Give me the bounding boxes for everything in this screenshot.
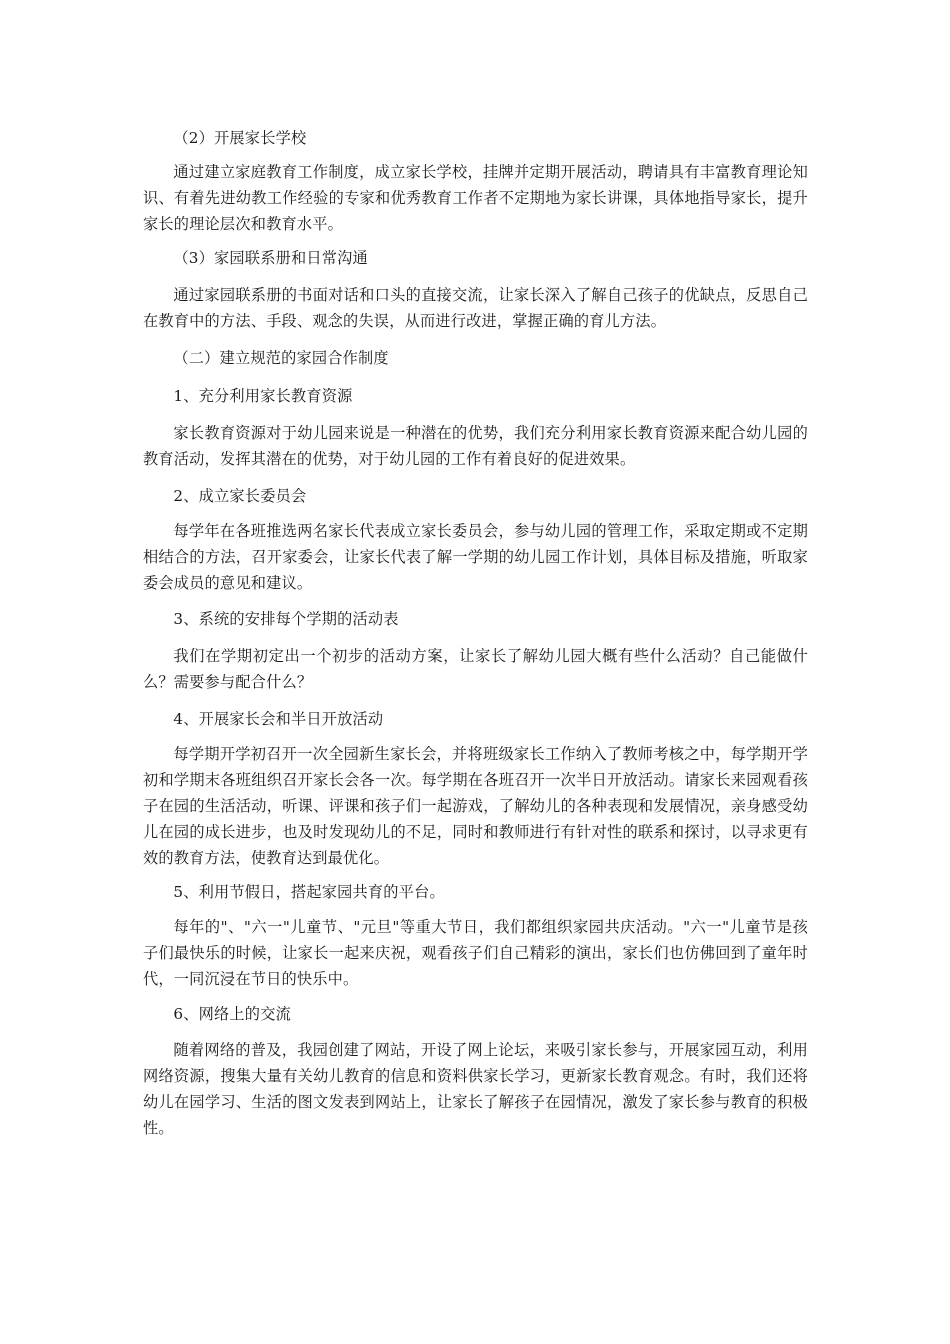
section-heading-parent-meeting: 4、开展家长会和半日开放活动 bbox=[173, 710, 384, 728]
paragraph-parent-committee: 每学年在各班推选两名家长代表成立家长委员会，参与幼儿园的管理工作，采取定期或不定期相结合的方法，召开家委会，让家长代表了解一学期的幼儿园工作计划，具体目标及措施，听取家委会成员的意见和建议。 bbox=[143, 522, 808, 592]
section-heading-parent-school: （2）开展家长学校 bbox=[173, 129, 307, 147]
paragraph-holidays: 每年的"、"六一"儿童节、"元旦"等重大节日，我们都组织家园共庆活动。"六一"儿童节是孩子们最快乐的时候，让家长一起来庆祝，观看孩子们自己精彩的演出，家长们也仿佛回到了童年时代，一同沉浸在节日的快乐中。 bbox=[143, 918, 808, 988]
section-heading-parent-resources: 1、充分利用家长教育资源 bbox=[173, 387, 353, 405]
paragraph-parent-resources: 家长教育资源对于幼儿园来说是一种潜在的优势，我们充分利用家长教育资源来配合幼儿园的教育活动，发挥其潜在的优势，对于幼儿园的工作有着良好的促进效果。 bbox=[143, 424, 808, 468]
section-heading-online-exchange: 6、网络上的交流 bbox=[173, 1005, 291, 1023]
paragraph-contact-book: 通过家园联系册的书面对话和口头的直接交流，让家长深入了解自己孩子的优缺点，反思自己在教育中的方法、手段、观念的失误，从而进行改进，掌握正确的育儿方法。 bbox=[143, 286, 808, 330]
paragraph-activity-schedule: 我们在学期初定出一个初步的活动方案，让家长了解幼儿园大概有些什么活动？自己能做什么？需要参与配合什么？ bbox=[143, 647, 808, 691]
section-heading-cooperation-system: （二）建立规范的家园合作制度 bbox=[173, 349, 389, 367]
section-heading-activity-schedule: 3、系统的安排每个学期的活动表 bbox=[173, 610, 399, 628]
paragraph-parent-meeting: 每学期开学初召开一次全园新生家长会，并将班级家长工作纳入了教师考核之中，每学期开学初和学期末各班组织召开家长会各一次。每学期在各班召开一次半日开放活动。请家长来园观看孩子在园的生活活动，听课、评课和孩子们一起游戏，了解幼儿的各种表现和发展情况，亲身感受幼儿在园的成长进步，也及时发现幼儿的不足，同时和教师进行有针对性的联系和探讨，以寻求更有效的教育方法，使教育达到最优化。 bbox=[143, 745, 808, 867]
section-heading-holidays: 5、利用节假日，搭起家园共育的平台。 bbox=[173, 883, 445, 901]
paragraph-parent-school: 通过建立家庭教育工作制度，成立家长学校，挂牌并定期开展活动，聘请具有丰富教育理论知识、有着先进幼教工作经验的专家和优秀教育工作者不定期地为家长讲课，具体地指导家长，提升家长的理论层次和教育水平。 bbox=[143, 163, 808, 233]
paragraph-online-exchange: 随着网络的普及，我园创建了网站，开设了网上论坛，来吸引家长参与，开展家园互动，利用网络资源，搜集大量有关幼儿教育的信息和资料供家长学习，更新家长教育观念。有时，我们还将幼儿在园学习、生活的图文发表到网站上，让家长了解孩子在园情况，激发了家长参与教育的积极性。 bbox=[143, 1041, 808, 1137]
section-heading-contact-book: （3）家园联系册和日常沟通 bbox=[173, 249, 368, 267]
section-heading-parent-committee: 2、成立家长委员会 bbox=[173, 487, 307, 505]
